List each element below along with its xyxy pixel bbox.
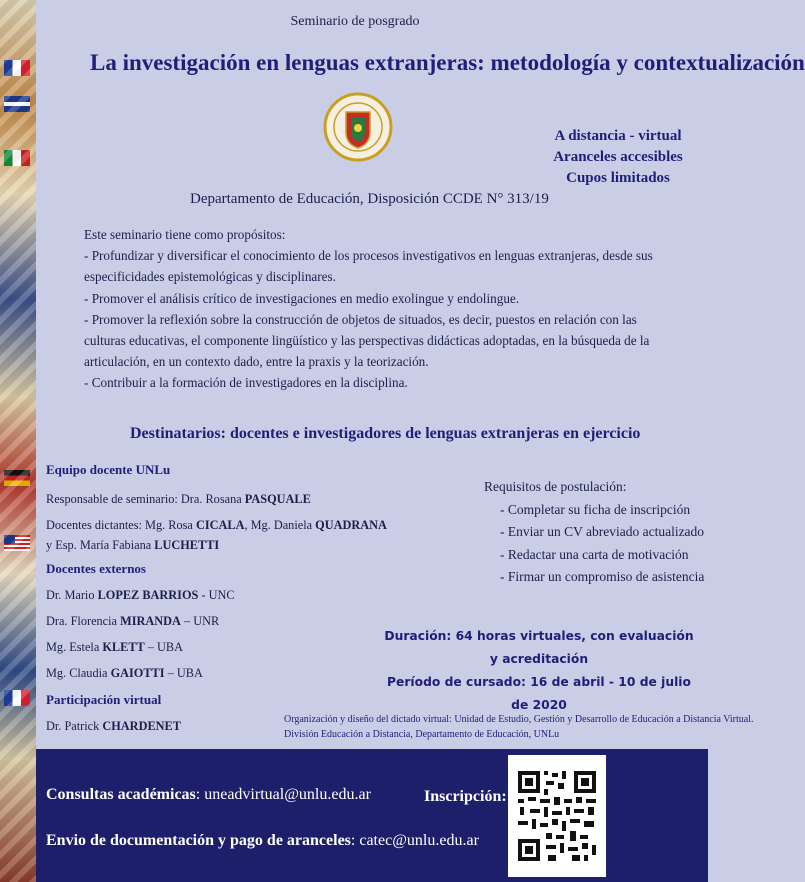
french-flag-icon	[4, 690, 30, 706]
period-line: Período de cursado: 16 de abril - 10 de julio de 2020	[387, 675, 691, 712]
requirement-item: - Enviar un CV abreviado actualizado	[500, 524, 705, 539]
duration-info	[380, 625, 698, 717]
department-disposition: Departamento de Educación, Disposición CCDE N° 313/19	[190, 191, 549, 207]
us-flag-icon	[4, 535, 30, 551]
modality-line: A distancia - virtual	[554, 128, 682, 144]
purpose-line: Este seminario tiene como propósitos:	[84, 227, 286, 242]
italian-flag-icon	[4, 150, 30, 166]
uk-flag-icon	[4, 96, 30, 112]
organization-line: Organización y diseño del dictado virtual: Unidad de Estudio, Gestión y Desarrollo de Educación a Distancia Virtual.	[284, 714, 754, 725]
envio-email[interactable]: : catec@unlu.edu.ar	[350, 832, 479, 849]
limited-places-line: Cupos limitados	[566, 170, 670, 186]
inscripcion-label: Inscripción:	[424, 788, 507, 805]
virtual-heading: Participación virtual	[46, 692, 162, 707]
modality-box	[552, 126, 684, 189]
audience-heading: Destinatarios: docentes e investigadores de lenguas extranjeras en ejercicio	[130, 425, 641, 442]
seminar-type: Seminario de posgrado	[290, 14, 420, 29]
purpose-line: - Promover la reflexión sobre la construcción de objetos de situados, es decir, puestos en relación con las	[84, 311, 637, 327]
responsible-line: Responsable de seminario: Dra. Rosana PASQUALE	[46, 492, 311, 506]
requirements-list	[484, 476, 704, 589]
dictantes-line: Docentes dictantes: Mg. Rosa CICALA, Mg. Daniela QUADRANA	[46, 518, 387, 532]
purpose-line: - Promover el análisis crítico de investigaciones en medio exolingue y endolingue.	[84, 290, 520, 306]
fees-line: Aranceles accesibles	[553, 149, 683, 165]
envio-line	[46, 832, 479, 850]
external-teacher: Dra. Florencia MIRANDA – UNR	[46, 614, 220, 628]
team-heading: Equipo docente UNLu	[46, 462, 171, 477]
page-title: La investigación en lenguas extranjeras: metodología y contextualización	[90, 50, 805, 75]
university-seal-icon	[323, 88, 393, 166]
requirements-heading: Requisitos de postulación:	[484, 479, 627, 494]
external-teacher: Mg. Estela KLETT – UBA	[46, 640, 183, 654]
consultas-line	[46, 786, 371, 804]
external-teacher: Dr. Mario LOPEZ BARRIOS - UNC	[46, 588, 235, 602]
duration-line: Duración: 64 horas virtuales, con evaluación y acreditación	[384, 629, 694, 666]
purpose-line: - Profundizar y diversificar el conocimiento de los procesos investigativos en lenguas extranjeras, desde sus	[84, 248, 653, 264]
purposes-text	[84, 224, 653, 394]
contact-footer	[36, 749, 708, 882]
decorative-art-strip	[0, 0, 36, 882]
purpose-line: culturas educativas, el componente lingüístico y las perspectivas didácticas adoptadas, en la búsqueda de la	[84, 333, 650, 349]
consultas-label: Consultas académicas	[46, 786, 196, 803]
qr-code-icon[interactable]	[508, 755, 606, 877]
purpose-line: - Contribuir a la formación de investigadores en la disciplina.	[84, 375, 408, 391]
envio-label: Envio de documentación y pago de aranceles	[46, 832, 351, 849]
requirement-item: - Redactar una carta de motivación	[500, 546, 689, 562]
german-flag-icon	[4, 470, 30, 486]
external-heading: Docentes externos	[46, 561, 146, 576]
dictantes-line-2: y Esp. María Fabiana LUCHETTI	[46, 538, 220, 552]
requirement-item: - Completar su ficha de inscripción	[500, 501, 691, 517]
purpose-line: especificidades epistemológicas y disciplinares.	[84, 269, 336, 285]
division-line: División Educación a Distancia, Departamento de Educación, UNLu	[284, 729, 560, 740]
french-flag-icon	[4, 60, 30, 76]
organization-credit	[284, 712, 754, 742]
consultas-email[interactable]: : uneadvirtual@unlu.edu.ar	[195, 786, 371, 803]
purpose-line: articulación, en un contexto dado, entre la praxis y la teorización.	[84, 354, 429, 370]
external-teacher: Mg. Claudia GAIOTTI – UBA	[46, 666, 203, 680]
requirement-item: - Firmar un compromiso de asistencia	[500, 569, 705, 584]
virtual-participant: Dr. Patrick CHARDENET	[46, 719, 181, 733]
